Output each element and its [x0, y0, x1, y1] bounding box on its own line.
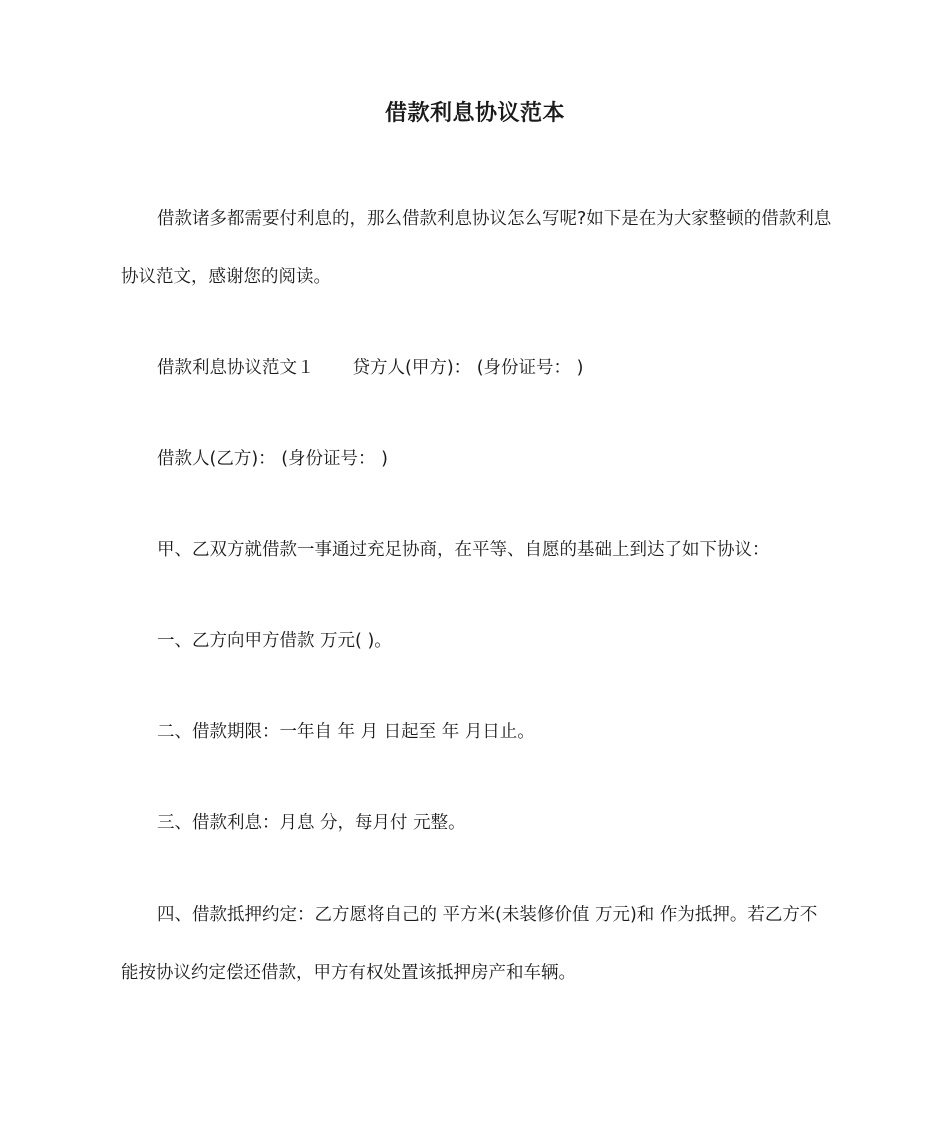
- borrower-line: 借款人(乙方)： (身份证号： ): [157, 449, 388, 469]
- clause-2: 二、借款期限：一年自 年 月 日起至 年 月日止。: [157, 722, 535, 742]
- intro-paragraph: 借款诸多都需要付利息的，那么借款利息协议怎么写呢?如下是在为大家整顿的借款利息协议范文，感谢您的阅读。: [121, 209, 832, 287]
- document-title: 借款利息协议范本: [384, 101, 565, 126]
- agreement-heading-line: [157, 354, 583, 382]
- agreement-heading-label: 借款利息协议范文１: [157, 358, 315, 378]
- clause-4: 四、借款抵押约定：乙方愿将自己的 平方米(未装修价值 万元)和 作为抵押。若乙方不能按协议约定偿还借款，甲方有权处置该抵押房产和车辆。: [121, 905, 818, 983]
- agreement-statement: 甲、乙双方就借款一事通过充足协商，在平等、自愿的基础上到达了如下协议：: [157, 540, 770, 560]
- clause-3: 三、借款利息：月息 分，每月付 元整。: [157, 813, 466, 833]
- clause-1: 一、乙方向甲方借款 万元( )。: [157, 631, 392, 651]
- lender-line: 贷方人(甲方)： (身份证号： ): [352, 358, 584, 378]
